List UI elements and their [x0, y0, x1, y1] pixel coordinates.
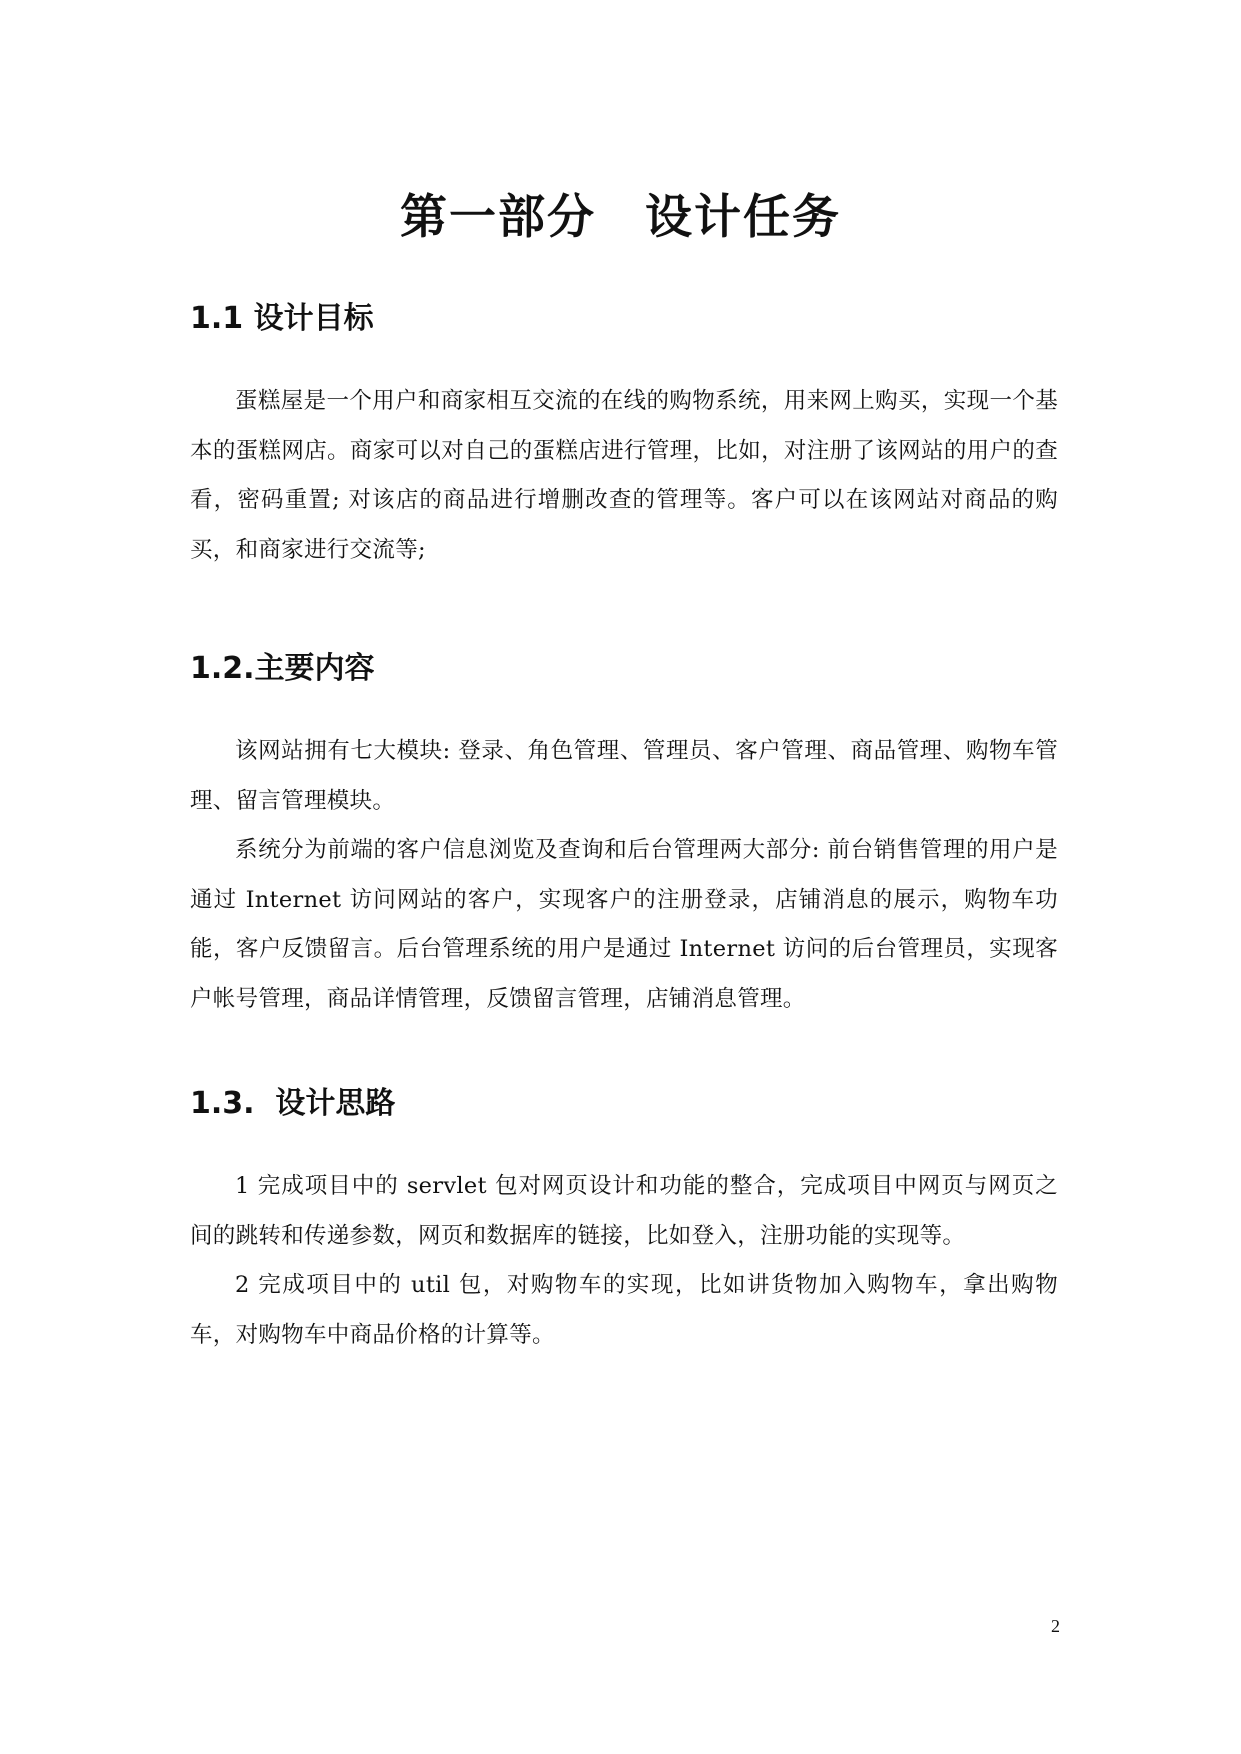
paragraph-servlet-package: 1 完成项目中的 servlet 包对网页设计和功能的整合，完成项目中网页与网页之间的跳转和传递参数，网页和数据库的链接，比如登入，注册功能的实现等。 — [190, 1173, 1058, 1249]
paragraph-util-package: 2 完成项目中的 util 包，对购物车的实现，比如讲货物加入购物车，拿出购物车，对购物车中商品价格的计算等。 — [190, 1272, 1058, 1348]
section-heading-main-content: 1.2.主要内容 — [190, 651, 375, 686]
section-heading-design-idea: 1.3. 设计思路 — [190, 1086, 396, 1121]
paragraph-modules: 该网站拥有七大模块: 登录、角色管理、管理员、客户管理、商品管理、购物车管理、留言管理模块。 — [190, 738, 1058, 814]
section-heading-design-goal: 1.1 设计目标 — [190, 301, 374, 336]
chapter-title: 第一部分 设计任务 — [400, 190, 841, 245]
page-number: 2 — [1051, 1616, 1060, 1636]
paragraph-design-goal: 蛋糕屋是一个用户和商家相互交流的在线的购物系统，用来网上购买，实现一个基本的蛋糕网店。商家可以对自己的蛋糕店进行管理，比如，对注册了该网站的用户的查看，密码重置; 对该店的商品进行增删改查的管理等。客户可以在该网站对商品的购买，和商家进行交流等; — [190, 388, 1058, 563]
paragraph-system-parts: 系统分为前端的客户信息浏览及查询和后台管理两大部分: 前台销售管理的用户是通过 Internet 访问网站的客户，实现客户的注册登录，店铺消息的展示，购物车功能，客户反馈留言。后台管理系统的用户是通过 Internet 访问的后台管理员，实现客户帐号管理，商品详情管理，反馈留言管理，店铺消息管理。 — [190, 837, 1058, 1012]
